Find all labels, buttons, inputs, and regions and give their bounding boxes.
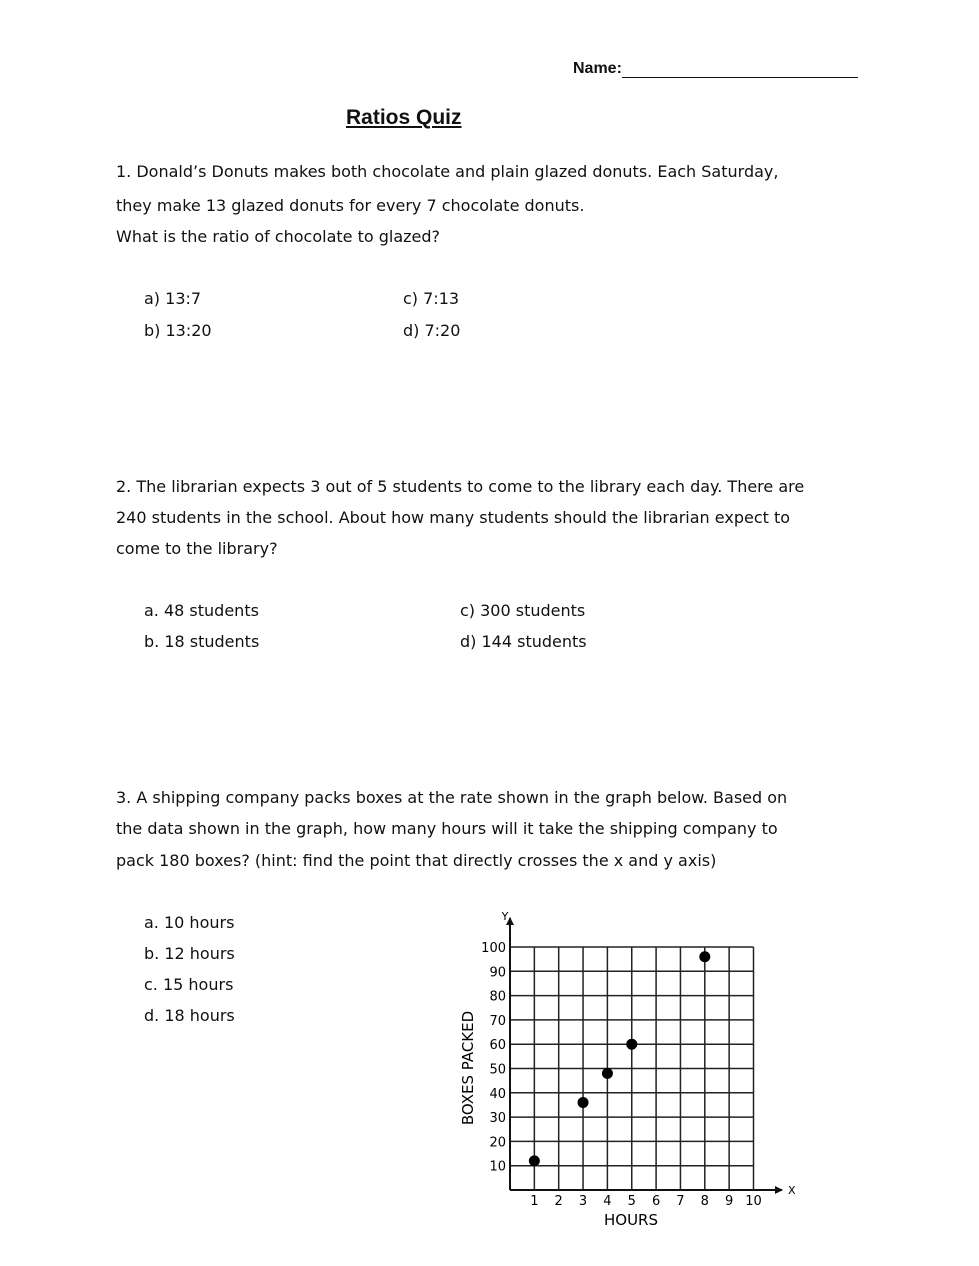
y-tick-label: 90 bbox=[489, 965, 506, 981]
y-tick-label: 100 bbox=[481, 941, 506, 956]
q2-line2: 240 students in the school. About how many students should the librarian expect to bbox=[116, 508, 791, 527]
q1-choice-d: d) 7:20 bbox=[403, 321, 461, 340]
y-tick-label: 80 bbox=[489, 989, 506, 1005]
q2-choice-c: c) 300 students bbox=[460, 601, 586, 620]
data-point bbox=[602, 1068, 613, 1079]
q3-choice-a: a. 10 hours bbox=[144, 913, 235, 932]
x-tick-label: 1 bbox=[530, 1194, 539, 1209]
x-axis-arrow-icon bbox=[775, 1186, 783, 1194]
q3-line3: pack 180 boxes? (hint: find the point that directly crosses the x and y axis) bbox=[116, 851, 717, 870]
q3-choice-d: d. 18 hours bbox=[144, 1006, 235, 1025]
q2-choice-d: d) 144 students bbox=[460, 632, 587, 651]
data-point bbox=[626, 1039, 637, 1050]
x-tick-label: 9 bbox=[725, 1194, 734, 1209]
y-tick-label: 50 bbox=[489, 1062, 506, 1078]
y-tick-label: 60 bbox=[489, 1038, 506, 1054]
data-point bbox=[529, 1155, 540, 1166]
name-label: Name: bbox=[573, 60, 622, 77]
y-tick-label: 70 bbox=[489, 1013, 506, 1029]
q1-line1: 1. Donald’s Donuts makes both chocolate and plain glazed donuts. Each Saturday, bbox=[116, 162, 779, 181]
q3-choice-b: b. 12 hours bbox=[144, 944, 235, 963]
q1-choice-c: c) 7:13 bbox=[403, 289, 460, 308]
y-tick-label: 30 bbox=[489, 1111, 506, 1127]
q2-choice-b: b. 18 students bbox=[144, 632, 260, 651]
x-tick-label: 6 bbox=[651, 1194, 661, 1209]
q2-line3: come to the library? bbox=[116, 539, 278, 558]
q1-choice-b: b) 13:20 bbox=[144, 321, 212, 340]
q2-choice-a: a. 48 students bbox=[144, 601, 259, 620]
q1-line3: What is the ratio of chocolate to glazed? bbox=[116, 227, 441, 246]
x-tick-label: 2 bbox=[554, 1194, 563, 1209]
x-tick-label: 3 bbox=[578, 1194, 588, 1209]
data-point bbox=[699, 951, 710, 962]
y-tick-label: 20 bbox=[489, 1135, 506, 1151]
q3-choice-c: c. 15 hours bbox=[144, 975, 234, 994]
q1-line2: they make 13 glazed donuts for every 7 chocolate donuts. bbox=[116, 196, 585, 215]
x-tick-label: 4 bbox=[603, 1194, 612, 1209]
q3-line1: 3. A shipping company packs boxes at the rate shown in the graph below. Based on bbox=[116, 788, 788, 807]
y-tick-label: 40 bbox=[489, 1086, 506, 1102]
y-axis-label: BOXES PACKED bbox=[459, 1010, 477, 1126]
data-point bbox=[578, 1097, 589, 1108]
x-tick-label: 10 bbox=[745, 1194, 762, 1209]
x-tick-label: 5 bbox=[627, 1194, 636, 1209]
y-tick-label: 10 bbox=[489, 1159, 506, 1175]
x-tick-label: 8 bbox=[700, 1194, 709, 1209]
y-axis-name: Y bbox=[501, 910, 509, 923]
q2-line1: 2. The librarian expects 3 out of 5 students to come to the library each day. There are bbox=[116, 477, 805, 496]
x-tick-label: 7 bbox=[676, 1194, 685, 1209]
q1-choice-a: a) 13:7 bbox=[144, 289, 202, 308]
q3-line2: the data shown in the graph, how many hours will it take the shipping company to bbox=[116, 819, 778, 838]
x-axis-name: X bbox=[788, 1184, 796, 1197]
x-axis-label: HOURS bbox=[603, 1211, 659, 1229]
page-title: Ratios Quiz bbox=[346, 106, 462, 129]
